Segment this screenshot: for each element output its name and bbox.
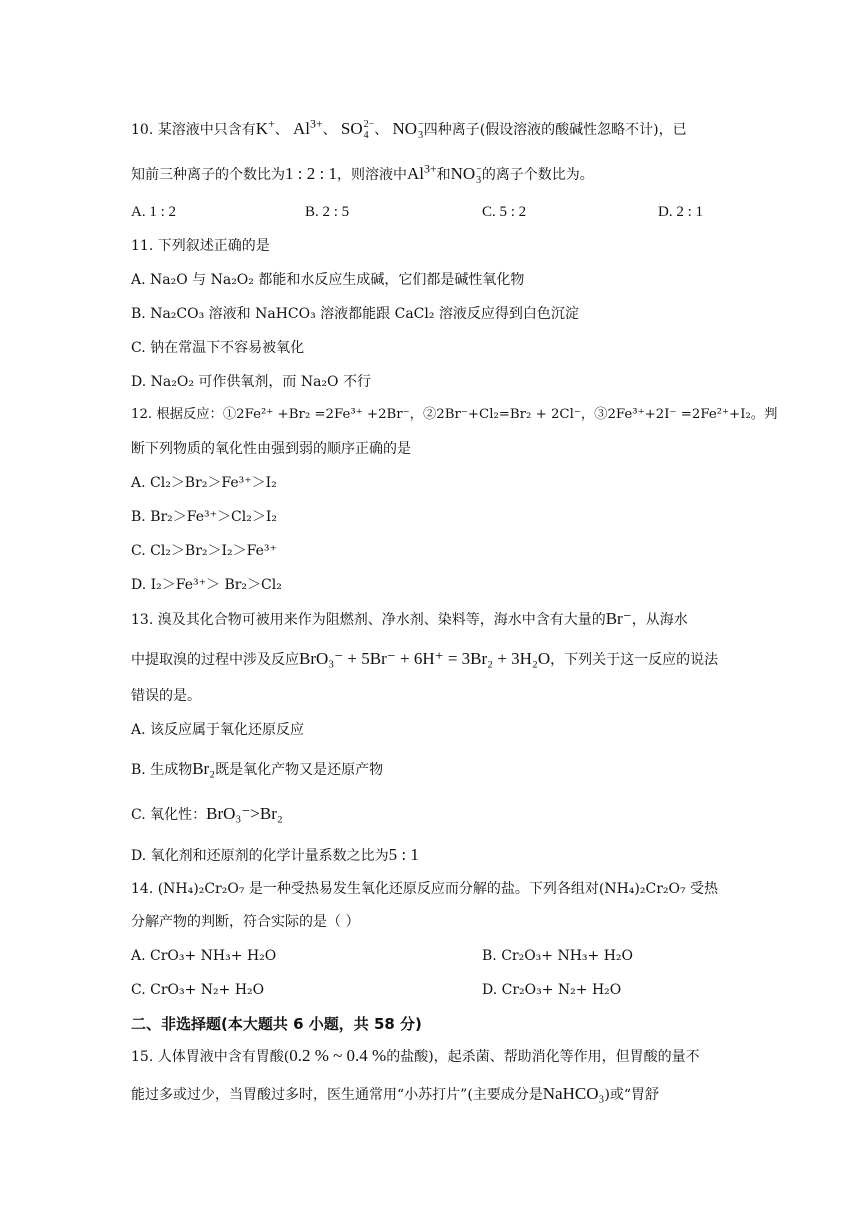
ion-so4: SO 2− 4 [340, 119, 375, 142]
br-ion: Br⁻ [605, 609, 632, 628]
q14-stem-line2: 分解产物的判断，符合实际的是（ ） [131, 914, 360, 930]
q13-option-c [131, 804, 283, 825]
q12-option-d: D. I₂＞Fe³⁺＞ Br₂＞Cl₂ [131, 577, 282, 593]
q13-stem-line3: 错误的是。 [131, 688, 201, 704]
q11-option-b: B. Na₂CO₃ 溶液和 NaHCO₃ 溶液都能跟 CaCl₂ 溶液反应得到白色沉淀 [131, 306, 579, 322]
q14-option-d: D. Cr₂O₃+ N₂+ H₂O [482, 982, 622, 998]
q15-text: 15. 人体胃液中含有胃酸( [131, 1049, 290, 1065]
q13-text: ，从海水 [631, 612, 688, 628]
q13-text: B. 生成物 [131, 762, 193, 778]
q15-stem-line1 [131, 1046, 700, 1067]
q14-stem-line1: 14. (NH₄)₂Cr₂O₇ 是一种受热易发生氧化还原反应而分解的盐。下列各组对(NH₄)₂Cr₂O₇ 受热 [131, 881, 719, 897]
q11-option-d: D. Na₂O₂ 可作供氧剂，而 Na₂O 不行 [131, 374, 371, 390]
separator: 、 [274, 122, 289, 138]
q10-option-c: C. 5 : 2 [482, 204, 527, 220]
q13-option-d [131, 845, 419, 866]
q14-option-a: A. CrO₃+ NH₃+ H₂O [131, 948, 277, 964]
ion-no3: NO − 3 [450, 164, 482, 187]
q11-option-a: A. Na₂O 与 Na₂O₂ 都能和水反应生成碱，它们都是碱性氧化物 [131, 272, 525, 288]
q10-line2 [131, 161, 594, 187]
q10-text: ，则溶液中 [336, 167, 407, 183]
q10-option-d: D. 2 : 1 [658, 204, 703, 220]
separator: 、 [322, 122, 337, 138]
q10-stem-text-2: 四种离子(假设溶液的酸碱性忽略不计)，已 [423, 122, 687, 138]
q13-oxidation-expr: BrO₃⁻>Br₂ [206, 804, 283, 823]
q10-option-a: A. 1 : 2 [131, 204, 176, 220]
q13-text: C. 氧化性： [131, 807, 207, 823]
q10-option-b: B. 2 : 5 [305, 204, 350, 220]
q13-text: ，下列关于这一反应的说法 [550, 652, 719, 668]
q12-stem-line2: 断下列物质的氧化性由强到弱的顺序正确的是 [131, 441, 411, 457]
ion-al: $Al^{3+}$ [292, 116, 323, 138]
q14-option-c: C. CrO₃+ N₂+ H₂O [131, 982, 265, 998]
q12-option-a: A. Cl₂＞Br₂＞Fe³⁺＞I₂ [131, 475, 277, 491]
q15-range: 0.2 % ~ 0.4 % [289, 1046, 387, 1065]
q10-stem-text: 10. 某溶液中只含有 [131, 122, 256, 138]
q13-stem-line2 [131, 649, 718, 670]
q12-option-c: C. Cl₂＞Br₂＞I₂＞Fe³⁺ [131, 543, 277, 559]
separator: 、 [374, 122, 389, 138]
q10-text: 的离子个数比为。 [481, 167, 594, 183]
br2-formula: Br₂ [192, 759, 216, 778]
section2-heading: 二、非选择题(本大题共 6 小题，共 58 分) [131, 1015, 422, 1033]
q13-option-b [131, 759, 383, 780]
q11-stem: 11. 下列叙述正确的是 [131, 238, 270, 254]
q13-text: 13. 溴及其化合物可被用来作为阻燃剂、净水剂、染料等，海水中含有大量的 [131, 612, 606, 628]
q10-line1 [131, 116, 687, 142]
nahco3-formula: NaHCO₃ [542, 1084, 605, 1103]
q13-stem-line1 [131, 609, 688, 630]
ion-al: $Al^{3+}$ [406, 161, 437, 183]
q13-text: 中提取溴的过程中涉及反应 [131, 652, 299, 668]
q13-option-a: A. 该反应属于氧化还原反应 [131, 722, 305, 738]
q13-text: D. 氧化剂和还原剂的化学计量系数之比为 [131, 848, 389, 864]
q15-text: 能过多或过少，当胃酸过多时，医生通常用“小苏打片”(主要成分是 [131, 1087, 543, 1103]
ion-no3: NO − 3 [392, 119, 424, 142]
q10-ratio: 1 : 2 : 1 [285, 164, 337, 183]
q13-equation: BrO₃⁻ + 5Br⁻ + 6H⁺ = 3Br₂ + 3H₂O [299, 649, 551, 668]
q11-option-c: C. 钠在常温下不容易被氧化 [131, 340, 305, 356]
q15-text: 的盐酸)，起杀菌、帮助消化等作用，但胃酸的量不 [386, 1049, 700, 1065]
ion-k: K+ [255, 116, 275, 138]
q15-text: )或“胃舒 [604, 1087, 660, 1103]
q10-text: 知前三种离子的个数比为 [131, 167, 285, 183]
q12-stem-line1: 12. 根据反应：①2Fe²⁺ +Br₂ =2Fe³⁺ +2Br⁻，②2Br⁻+Cl₂=Br₂ + 2Cl⁻，③2Fe³⁺+2I⁻ =2Fe²⁺+I₂。判 [131, 407, 778, 422]
q13-text: 既是氧化产物又是还原产物 [215, 762, 384, 778]
q12-option-b: B. Br₂＞Fe³⁺＞Cl₂＞I₂ [131, 509, 277, 525]
q10-text: 和 [436, 167, 451, 183]
q14-option-b: B. Cr₂O₃+ NH₃+ H₂O [482, 948, 634, 964]
q13-ratio: 5 : 1 [388, 845, 419, 864]
q15-stem-line2 [131, 1084, 659, 1105]
